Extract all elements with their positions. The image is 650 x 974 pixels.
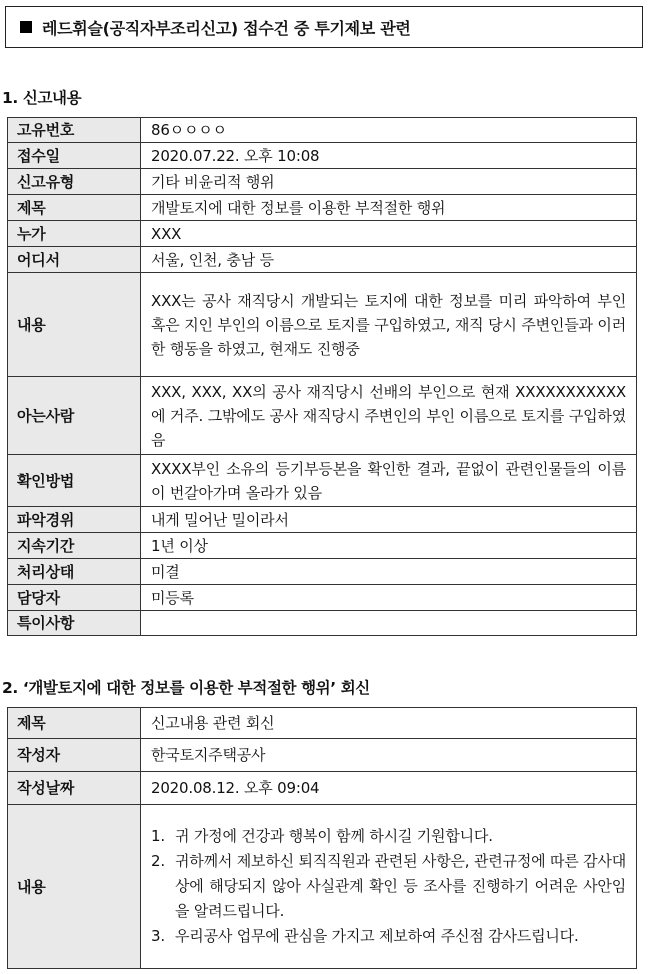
row-value (141, 611, 637, 636)
table-row (8, 221, 637, 247)
row-value: XXXX부인 소유의 등기부등본을 확인한 결과, 끝없이 관련인물들의 이름이 번갈아가며 올라가 있음 (141, 455, 637, 507)
table-row (8, 559, 637, 585)
row-label: 신고유형 (8, 169, 141, 195)
list-item-number: 1. (151, 827, 165, 845)
black-square-icon (20, 21, 32, 33)
row-value: XXX (141, 221, 637, 247)
row-label: 접수일 (8, 143, 141, 169)
row-value: 서울, 인천, 충남 등 (141, 247, 637, 273)
table-row (8, 772, 637, 805)
row-label: 어디서 (8, 247, 141, 273)
row-label: 지속기간 (8, 533, 141, 559)
row-value: 미결 (141, 559, 637, 585)
row-label: 내용 (8, 805, 141, 969)
row-value: 신고내용 관련 회신 (141, 708, 637, 739)
table-row (8, 739, 637, 772)
row-value: 기타 비윤리적 행위 (141, 169, 637, 195)
row-value: 1년 이상 (141, 533, 637, 559)
row-value: XXX는 공사 재직당시 개발되는 토지에 대한 정보를 미리 파악하여 부인 혹은 지인 부인의 이름으로 토지를 구입하였고, 재직 당시 주변인들과 이러한 행동을 하였고, 현재도 진행중 (141, 273, 637, 377)
table-row (8, 169, 637, 195)
row-value: 2020.08.12. 오후 09:04 (141, 772, 637, 805)
table-row (8, 611, 637, 636)
table-row (8, 455, 637, 507)
document-title: 레드휘슬(공직자부조리신고) 접수건 중 투기제보 관련 (42, 18, 411, 38)
row-label: 고유번호 (8, 118, 141, 143)
list-item (151, 849, 626, 924)
table-row (8, 708, 637, 739)
row-label: 담당자 (8, 585, 141, 611)
row-label: 작성자 (8, 739, 141, 772)
table-row (8, 585, 637, 611)
list-item-text: 우리공사 업무에 관심을 가지고 제보하여 주신점 감사드립니다. (175, 927, 579, 945)
row-label: 파악경위 (8, 507, 141, 533)
row-label: 작성날짜 (8, 772, 141, 805)
row-label: 확인방법 (8, 455, 141, 507)
row-value: 내게 밀어난 밀이라서 (141, 507, 637, 533)
document-title-box (5, 6, 643, 48)
table-row (8, 195, 637, 221)
table-row (8, 805, 637, 969)
list-item-text: 귀 가정에 건강과 행복이 함께 하시길 기원합니다. (175, 827, 493, 845)
table-row (8, 247, 637, 273)
reply-table (7, 707, 637, 969)
section2-heading: 2. ‘개발토지에 대한 정보를 이용한 부적절한 행위’ 회신 (2, 679, 370, 697)
row-value: 2020.07.22. 오후 10:08 (141, 143, 637, 169)
table-row (8, 143, 637, 169)
row-value: 한국토지주택공사 (141, 739, 637, 772)
row-label: 제목 (8, 195, 141, 221)
report-table (7, 117, 637, 636)
list-item-text: 귀하께서 제보하신 퇴직직원과 관련된 사항은, 관련규정에 따른 감사대상에 해당되지 않아 사실관계 확인 등 조사를 진행하기 어려운 사안임을 알려드립니다. (175, 852, 626, 920)
reply-content-list (151, 824, 626, 949)
row-value: 86ㅇㅇㅇㅇ (141, 118, 637, 143)
row-label: 특이사항 (8, 611, 141, 636)
table-row (8, 118, 637, 143)
table-row (8, 377, 637, 455)
row-value: 개발토지에 대한 정보를 이용한 부적절한 행위 (141, 195, 637, 221)
row-label: 처리상태 (8, 559, 141, 585)
row-label: 아는사람 (8, 377, 141, 455)
list-item (151, 924, 626, 949)
row-label: 제목 (8, 708, 141, 739)
table-row (8, 533, 637, 559)
row-label: 누가 (8, 221, 141, 247)
list-item-number: 3. (151, 927, 165, 945)
table-row (8, 507, 637, 533)
row-value (141, 805, 637, 969)
row-value: 미등록 (141, 585, 637, 611)
table-row (8, 273, 637, 377)
list-item (151, 824, 626, 849)
row-value: XXX, XXX, XX의 공사 재직당시 선배의 부인으로 현재 XXXXXXXXXXX에 거주. 그밖에도 공사 재직당시 주변인의 부인 이름으로 토지를 구입하였음 (141, 377, 637, 455)
list-item-number: 2. (151, 852, 165, 870)
section1-heading: 1. 신고내용 (2, 89, 82, 107)
row-label: 내용 (8, 273, 141, 377)
